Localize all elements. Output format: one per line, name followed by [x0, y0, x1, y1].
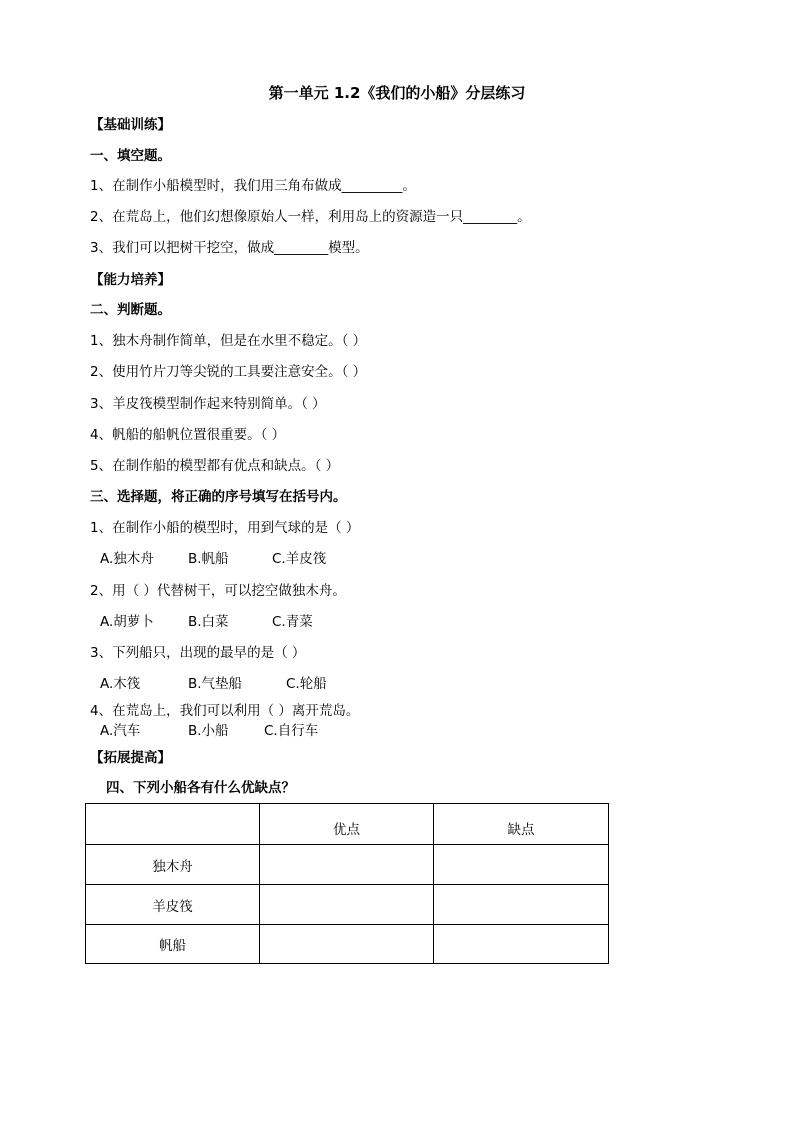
option-c: C.自行车: [264, 723, 319, 739]
table-heading: 四、下列小船各有什么优缺点？: [106, 780, 295, 796]
section-basic: 【基础训练】: [90, 117, 171, 133]
pros-cons-table: [85, 803, 609, 964]
option-c: C.青菜: [272, 614, 313, 630]
header-pros-label: 优点: [333, 821, 360, 838]
choice-question-4: 4、在荒岛上，我们可以利用（ ）离开荒岛。: [90, 703, 360, 719]
choice-heading: 三、选择题，将正确的序号填写在括号内。: [90, 489, 347, 505]
choice-options-2: [100, 613, 313, 631]
option-c: C.羊皮筏: [272, 551, 327, 567]
choice-question-2: 2、用（ ）代替树干，可以挖空做独木舟。: [90, 583, 346, 599]
table-row: [86, 845, 609, 885]
table-row: [86, 885, 609, 925]
judge-question-4: 4、帆船的船帆位置很重要。（ ）: [90, 427, 286, 443]
choice-options-1: [100, 550, 326, 568]
page-title: 第一单元 1.2《我们的小船》分层练习: [268, 84, 526, 102]
row-label-sheepskin-raft: 羊皮筏: [86, 885, 260, 925]
section-ability: 【能力培养】: [90, 272, 171, 288]
table-corner-cell: [86, 804, 260, 845]
judge-question-3: 3、羊皮筏模型制作起来特别简单。（ ）: [90, 396, 326, 412]
answer-cell[interactable]: [434, 845, 609, 885]
answer-cell[interactable]: [434, 885, 609, 925]
judge-question-5: 5、在制作船的模型都有优点和缺点。（ ）: [90, 458, 340, 474]
answer-cell[interactable]: [260, 845, 434, 885]
answer-cell[interactable]: [260, 885, 434, 925]
option-b: B.小船: [188, 723, 229, 739]
header-cons: [434, 804, 609, 845]
judge-heading: 二、判断题。: [90, 302, 171, 318]
answer-cell[interactable]: [260, 925, 434, 964]
choice-options-3: [100, 675, 327, 693]
row-label-dugout: 独木舟: [86, 845, 260, 885]
fill-question-3: 3、我们可以把树干挖空，做成________模型。: [90, 240, 369, 256]
fill-heading: 一、填空题。: [90, 148, 171, 164]
fill-question-1: 1、在制作小船模型时，我们用三角布做成_________。: [90, 178, 416, 194]
judge-question-1: 1、独木舟制作简单，但是在水里不稳定。（ ）: [90, 333, 367, 349]
option-b: B.帆船: [188, 551, 229, 567]
judge-question-2: 2、使用竹片刀等尖锐的工具要注意安全。（ ）: [90, 364, 367, 380]
header-cons-label: 缺点: [507, 821, 535, 838]
answer-cell[interactable]: [434, 925, 609, 964]
table-row: [86, 925, 609, 964]
choice-options-4: [100, 722, 318, 740]
option-a: A.木筏: [100, 676, 141, 692]
option-a: A.独木舟: [100, 551, 154, 567]
section-extend: 【拓展提高】: [90, 750, 171, 766]
row-label-sailboat: 帆船: [86, 925, 260, 964]
table-header-row: [86, 804, 609, 845]
choice-question-1: 1、在制作小船的模型时，用到气球的是（ ）: [90, 520, 360, 536]
option-a: A.胡萝卜: [100, 614, 154, 630]
option-b: B.白菜: [188, 614, 229, 630]
header-pros: [260, 804, 434, 845]
option-a: A.汽车: [100, 723, 141, 739]
choice-question-3: 3、下列船只，出现的最早的是（ ）: [90, 645, 306, 661]
option-b: B.气垫船: [188, 676, 243, 692]
fill-question-2: 2、在荒岛上，他们幻想像原始人一样，利用岛上的资源造一只________。: [90, 209, 531, 225]
option-c: C.轮船: [286, 676, 327, 692]
